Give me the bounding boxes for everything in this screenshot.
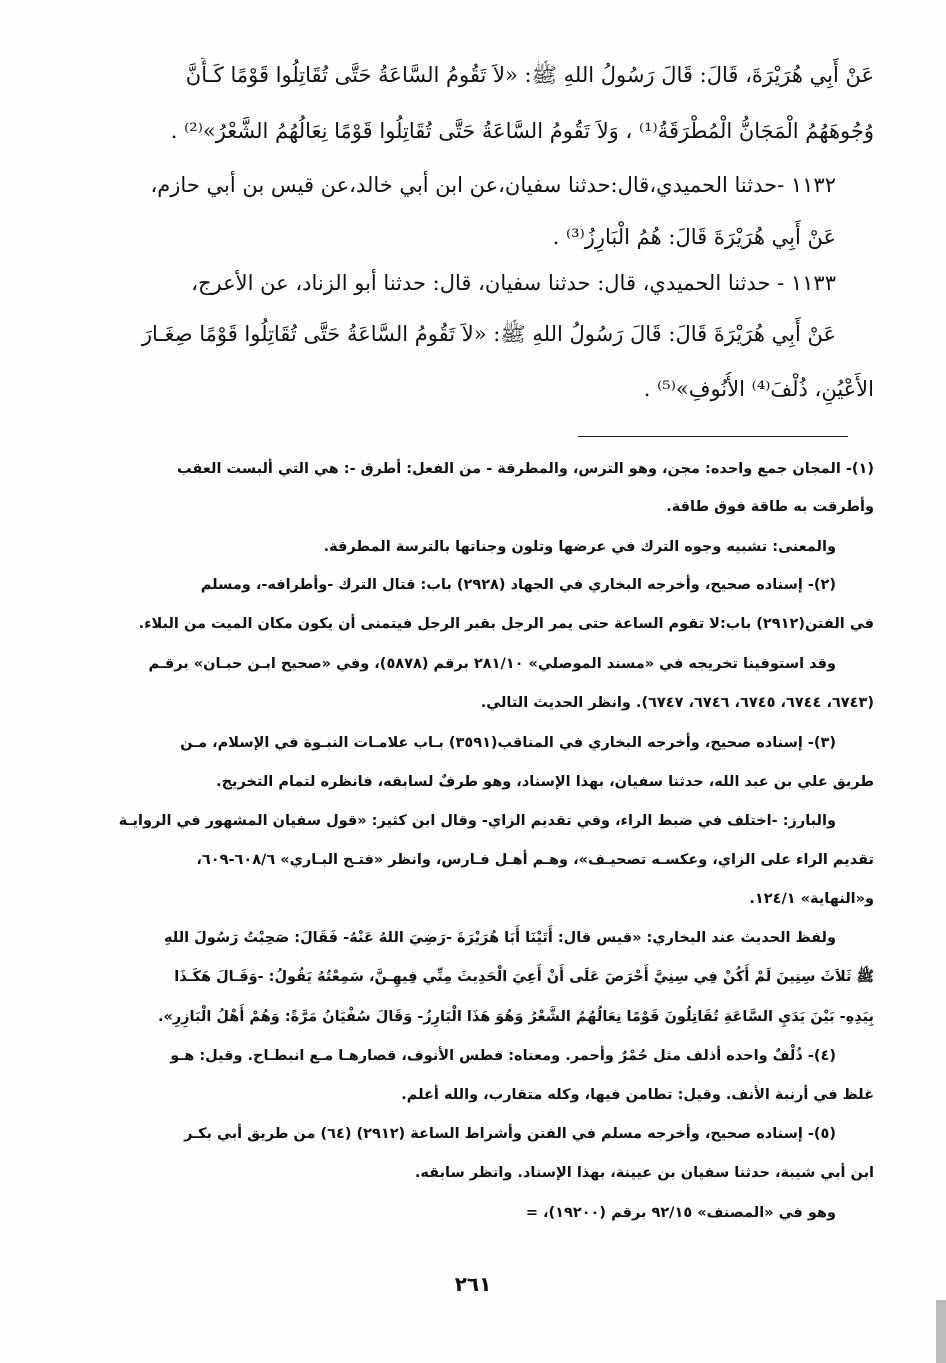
scan-edge xyxy=(936,1300,946,1363)
hadith-line-1: عَنْ أَبِي هُرَيْرَةَ، قَالَ: قَالَ رَسُولُ اللهِ ﷺ: «لاَ تَقُومُ السَّاعَةُ حَتَّى تُقَاتِلُوا قَوْمًا كَـأَنَّ xyxy=(185,63,874,87)
footnote-line: (٦٧٤٣، ٦٧٤٤، ٦٧٤٥، ٦٧٤٦، ٦٧٤٧). وانظر الحديث التالي. xyxy=(480,695,874,711)
page-number: ٢٦١ xyxy=(454,1272,492,1296)
footnote-line: ابن أبي شيبة، حدثنا سفيان بن عيينة، بهذا الإسناد. وانظر سابقه. xyxy=(414,1165,874,1181)
footnote-line: ولفظ الحديث عند البخاري: «قيس قال: أَتَيْنَا أَبَا هُرَيْرَةَ -رَضِيَ اللهُ عَنْهُ- فَقَالَ: صَحِبْتُ رَسُولَ اللهِ xyxy=(164,930,836,946)
footnote-line: (٣)- إسناده صحيح، وأخرجه البخاري في المناقب(٣٥٩١) بـاب علامـات النبـوة في الإسلام، مـن xyxy=(180,735,836,751)
footnote-line: وقد استوفينا تخريجه في «مسند الموصلي» ٢٨١/١٠ برقم (٥٨٧٨)، وفي «صحيح ابـن حبـان» برقـم xyxy=(148,656,836,672)
footnote-line: والمعنى: تشبيه وجوه الترك في عرضها وتلون وجناتها بالترسة المطرقة. xyxy=(323,539,836,555)
footnote-line: (٤)- ذُلْفٌ واحده أذلف مثل حُمْرٌ وأحمر. ومعناه: فطس الأنوف، قصارهـا مـع انبطـاح. وقيل: هـو xyxy=(170,1048,836,1064)
hadith-line-2: وُجُوهَهُمُ الْمَجَانُّ الْمُطْرَقَةُ⁽¹⁾ ، وَلاَ تَقُومُ السَّاعَةُ حَتَّى تُقَاتِلُوا قَوْمًا نِعَالُهُمُ الشَّعْرُ»⁽²⁾ . xyxy=(170,119,874,143)
footnote-line: طريق علي بن عبد الله، حدثنا سفيان، بهذا الإسناد، وهو طرفٌ لسابقه، فانظره لتمام التخريج. xyxy=(216,774,874,790)
hadith-1133-line-1: عَنْ أَبِي هُرَيْرَةَ قَالَ: قَالَ رَسُولُ اللهِ ﷺ: «لاَ تَقُومُ السَّاعَةُ حَتَّى تُقَاتِلُوا قَوْمًا صِغَـارَ xyxy=(141,322,836,346)
footnote-line: في الفتن(٢٩١٢) باب:لا تقوم الساعة حتى يمر الرجل بقبر الرجل فيتمنى أن يكون مكان الميت من البلاء. xyxy=(138,616,874,632)
footnote-line: و«النهاية» ١٢٤/١. xyxy=(749,891,874,907)
footnote-line: وهو في «المصنف» ٩٢/١٥ برقم (١٩٢٠٠)، = xyxy=(525,1205,836,1221)
footnote-line: (٢)- إسناده صحيح، وأخرجه البخاري في الجهاد (٢٩٢٨) باب: قتال الترك -وأطرافه-، ومسلم xyxy=(200,577,836,593)
footnote-line: (٥)- إسناده صحيح، وأخرجه مسلم في الفتن وأشراط الساعة (٢٩١٢) (٦٤) من طريق أبي بكـر xyxy=(184,1126,836,1142)
footnote-separator xyxy=(578,436,848,437)
hadith-1132-text: عَنْ أَبِي هُرَيْرَةَ قَالَ: هُمُ الْبَارِزُ⁽³⁾ . xyxy=(552,225,836,249)
isnad-1133: ١١٣٣ - حدثنا الحميدي، قال: حدثنا سفيان، قال: حدثنا أبو الزناد، عن الأعرج، xyxy=(191,271,836,295)
footnote-line: ﷺ ثَلاَثَ سِنِينَ لَمْ أَكُنْ فِي سِنِيَّ أَحْرَصَ عَلَى أَنْ أَعِيَ الْحَدِيثَ مِنِّي فِيهِـنَّ، سَمِعْتُهُ يَقُولُ: -وَقَـالَ هَكَـذَا xyxy=(174,969,874,985)
footnote-line: تقديم الراء على الزاي، وعكسـه تصحيـف»، وهـم أهـل فـارس، وانظر «فتـح البـاري» ٦٠٨/٦-٦٠٩، xyxy=(196,852,874,868)
footnote-line: (١)- المجان جمع واحده: مجن، وهو الترس، والمطرقة - من الفعل: أطرق -: هي التي ألبست العقب xyxy=(177,461,874,477)
footnote-line: غلظ في أرنبة الأنف. وقيل: تطامن فيها، وكله متقارب، والله أعلم. xyxy=(401,1087,874,1103)
hadith-1133-line-2: الأَعْيُنِ، ذُلْفَ⁽⁴⁾ الأُنُوفِ»⁽⁵⁾ . xyxy=(643,377,874,401)
isnad-1132: ١١٣٢ -حدثنا الحميدي،قال:حدثنا سفيان،عن ابن أبي خالد،عن قيس بن أبي حازم، xyxy=(150,173,836,197)
footnote-line: بِيَدِهِ- بَيْنَ يَدَيِ السَّاعَةِ تُقَاتِلُونَ قَوْمًا نِعَالُهُمُ الشَّعْرُ وَهُوَ هَذَا الْبَارِزُ- وَقَالَ سُفْيَانُ مَرَّةً: وَهُمْ أَهْلُ الْبَازِرِ». xyxy=(157,1009,874,1025)
footnote-line: وأطرقت به طاقة فوق طاقة. xyxy=(666,499,874,515)
footnote-line: والبارز: -اختلف في ضبط الراء، وفي تقديم الزاي- وقال ابن كثير: «قول سفيان المشهور في الروايـة xyxy=(118,813,836,829)
